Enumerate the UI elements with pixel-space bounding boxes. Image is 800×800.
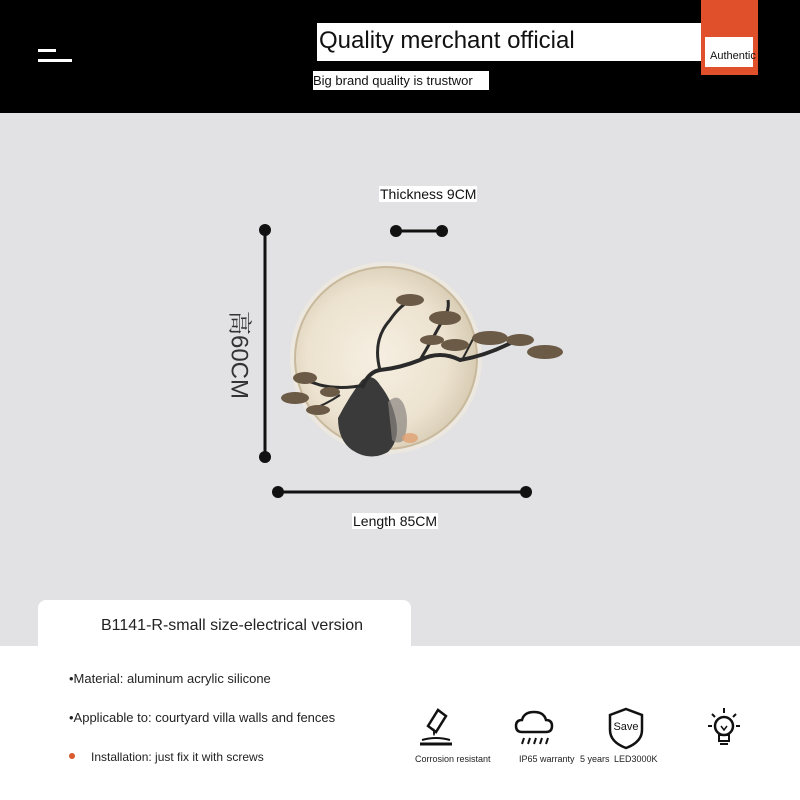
thickness-label: Thickness 9CM xyxy=(380,186,477,202)
installation-text: Installation: just fix it with screws xyxy=(91,750,264,764)
header-banner xyxy=(0,0,800,113)
length-dimension-line xyxy=(272,486,532,498)
moon-lamp xyxy=(281,262,563,457)
bulb-icon xyxy=(702,706,746,750)
length-label: Length 85CM xyxy=(353,513,438,529)
thickness-dimension-line xyxy=(390,225,448,237)
ip65-caption: IP65 warranty xyxy=(519,754,575,764)
rain-cloud-icon xyxy=(512,706,556,750)
height-dimension-line xyxy=(259,224,271,463)
height-label: 高60CM xyxy=(225,310,253,400)
led-caption: LED3000K xyxy=(614,754,658,764)
warranty-caption: 5 years xyxy=(580,754,610,764)
bullet-dot xyxy=(69,753,75,759)
authentic-badge-label: Authentic xyxy=(710,50,756,62)
menu-icon[interactable] xyxy=(38,49,72,65)
subtitle-box xyxy=(313,71,489,90)
applicable-text: •Applicable to: courtyard villa walls and fences xyxy=(69,710,336,725)
shield-badge-text: Save xyxy=(613,721,639,733)
corrosion-caption: Corrosion resistant xyxy=(415,754,491,764)
page-title: Quality merchant official xyxy=(319,27,575,54)
subtitle: Big brand quality is trustwor xyxy=(313,73,473,88)
height-label-container xyxy=(225,305,256,405)
model-name: B1141-R-small size-electrical version xyxy=(101,617,364,634)
material-text: •Material: aluminum acrylic silicone xyxy=(69,671,271,686)
title-box xyxy=(317,23,750,61)
corrosion-icon xyxy=(414,706,458,750)
shield-icon xyxy=(604,706,648,750)
